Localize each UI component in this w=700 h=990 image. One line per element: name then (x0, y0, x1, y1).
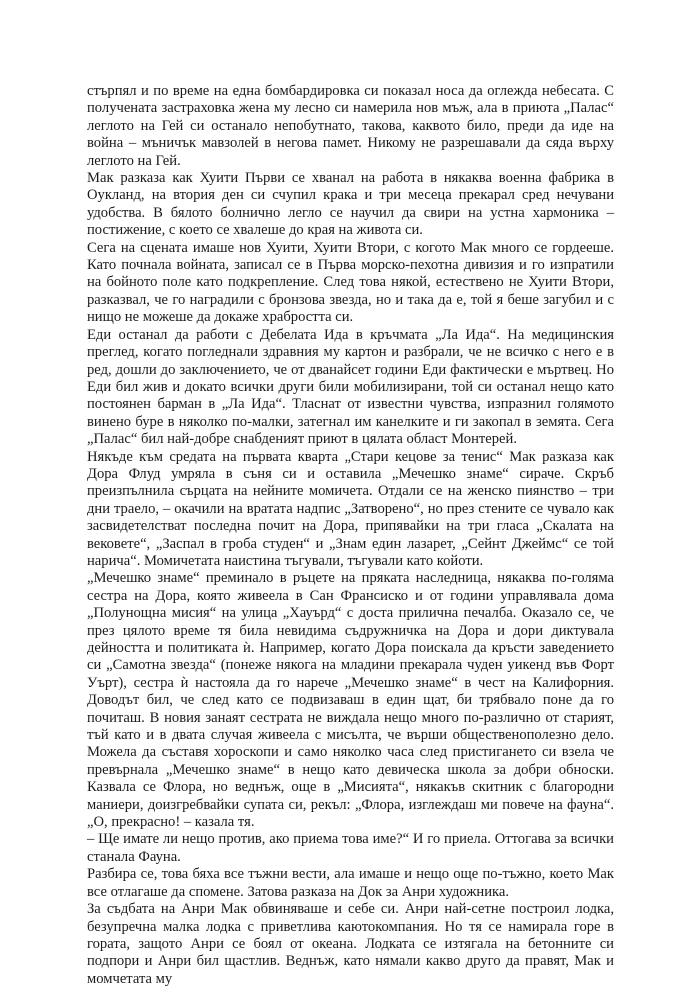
paragraph: – Ще имате ли нещо против, ако приема това име?“ И го приела. Оттогава за всички станала Фауна. (87, 831, 614, 865)
paragraph: „Мечешко знаме“ преминало в ръцете на пряката наследница, някаква по-голяма сестра на Дора, която живеела в Сан Франсиско и от години управлявала дома „Полунощна мисия“ на улица „Хауърд“ с доста прилична печалба. Оказало се, че през цялото време тя била невидима съдружничка на Дора и дори диктувала дейността и политиката ѝ. Например, когато Дора поискала да кръсти заведението си „Самотна звезда“ (понеже някога на младини прекарала чуден уикенд във Форт Уърт), сестра ѝ настояла да го нарече „Мечешко знаме“ в чест на Калифорния. Доводът бил, че след като се подвизаваш в един щат, би трябвало поне да го почиташ. В новия занаят сестрата не виждала нещо много по-различно от старият, тъй като и в двата случая живеела с мисълта, че върши общественополезно дело. Можела да съставя хороскопи и само няколко часа след пристигането си взела че превърнала „Мечешко знаме“ в нещо като девическа школа за добри обноски. Казвала се Флора, но веднъж, още в „Мисията“, някакъв скитник с благородни маниери, доизгребвайки супата си, рекъл: „Флора, изглеждаш ми повече на фауна“. „О, прекрасно! – казала тя. (87, 570, 614, 831)
paragraph: Еди останал да работи с Дебелата Ида в кръчмата „Ла Ида“. На медицинския преглед, когато погледнали здравния му картон и разбрали, че не всичко с него е в ред, дошли до заключението, че от дванайсет години Еди фактически е мъртвец. Но Еди бил жив и докато всички други били мобилизирани, той си останал нещо като постоянен барман в „Ла Ида“. Тласнат от известни чувства, изпразнил голямото винено буре в няколко по-малки, затегнал им канелките и ги закопал в земята. Сега „Палас“ бил най-добре снабденият приют в цялата област Монтерей. (87, 326, 614, 448)
paragraph: За съдбата на Анри Мак обвиняваше и себе си. Анри най-сетне построил лодка, безупречна малка лодка с приветлива каютокомпания. Но тя се намирала горе в гората, защото Анри се боял от океана. Лодката се изтягала на бетонните си подпори и Анри бил щастлив. Веднъж, като нямали какво друго да правят, Мак и момчетата му (87, 901, 614, 987)
paragraph: Сега на сцената имаше нов Хуити, Хуити Втори, с когото Мак много се гордееше. Като почнала войната, записал се в Първа морско-пехотна дивизия и го изпратили на бойното поле като подкрепление. След това някой, естествено не Хуити Втори, разказвал, че го наградили с бронзова звезда, но и така да е, той я беше загубил и с нищо не можеше да докаже храбростта си. (87, 239, 614, 326)
paragraph: Мак разказа как Хуити Първи се хванал на работа в някаква военна фабрика в Оукланд, на втория ден си счупил крака и три месеца прекарал сред нечувани удобства. В бялото болнично легло се научил да свири на устна хармоника – постижение, с което се хвалеше до края на живота си. (87, 170, 614, 239)
paragraph: Разбира се, това бяха все тъжни вести, ала имаше и нещо още по-тъжно, което Мак все отлагаше да спомене. Затова разказа на Док за Анри художника. (87, 866, 614, 900)
paragraph: Някъде към средата на първата кварта „Стари кецове за тенис“ Мак разказа как Дора Флуд умряла в съня си и оставила „Мечешко знаме“ сираче. Скръб преизпълнила сърцата на нейните момичета. Отдали се на женско пиянство – три дни траело, – окачили на вратата надпис „Затворено“, но през стените се чувало как засвидетелстват последна почит на Дора, припявайки на три гласа „Скалата на вековете“, „Заспал в гроба студен“ и „Знам един лазарет, „Сейнт Джеймс“ се той нарича“. Момичетата наистина тъгували, тъгували като койоти. (87, 448, 614, 569)
body-text (87, 83, 614, 988)
paragraph: стърпял и по време на една бомбардировка си показал носа да оглежда небесата. С получената застраховка жена му лесно си намерила нов мъж, ала в приюта „Палас“ леглото на Гей си останало непобутнато, такова, каквото било, преди да иде на война – мъничък мавзолей в негова памет. Никому не разрешавали да сяда върху леглото на Гей. (87, 83, 614, 169)
